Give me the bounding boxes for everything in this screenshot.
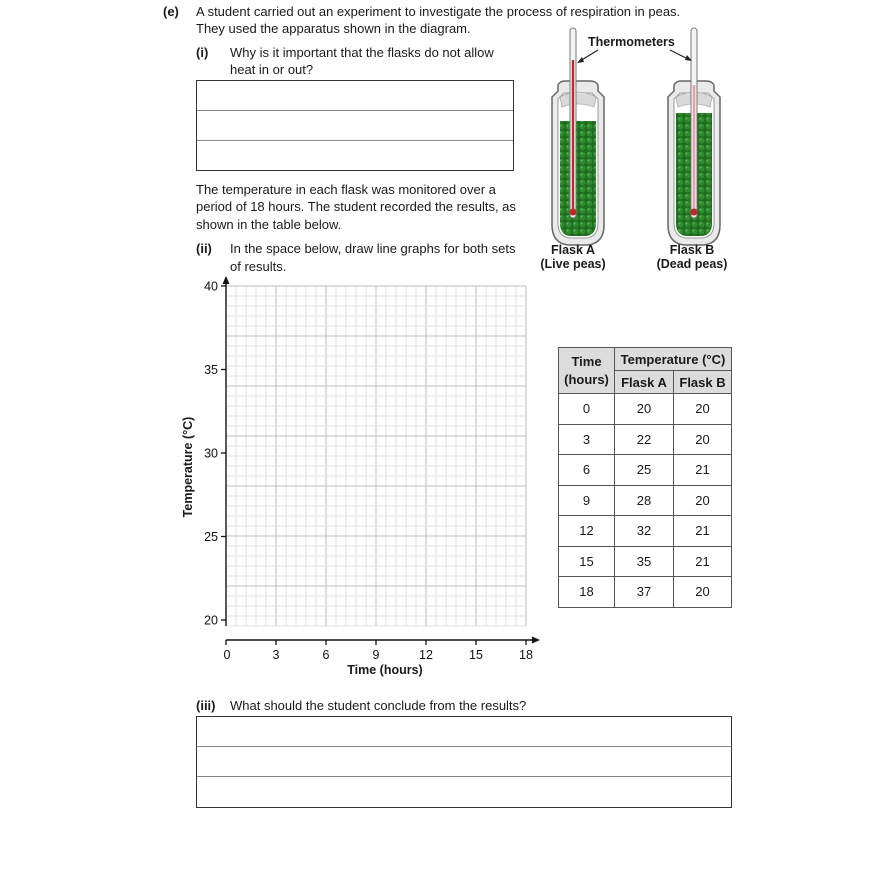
time-cell: 3	[559, 424, 615, 455]
y-tick-label: 30	[204, 446, 218, 461]
results-table	[558, 347, 732, 608]
flask-b-cell: 21	[674, 546, 732, 577]
answer-box-iii[interactable]	[196, 716, 732, 808]
graph-y-label: Temperature (°C)	[181, 416, 195, 518]
table-row	[559, 546, 732, 577]
x-tick-label: 9	[372, 648, 380, 662]
flask-b-cell: 21	[674, 455, 732, 486]
thermometers-label: Thermometers	[588, 35, 675, 49]
time-cell: 6	[559, 455, 615, 486]
time-cell: 12	[559, 516, 615, 547]
y-tick-label: 40	[204, 279, 218, 294]
flask-b-cell: 20	[674, 577, 732, 608]
paragraph-line-3: shown in the table below.	[196, 217, 342, 232]
flask-b-drawing	[668, 28, 720, 245]
table-row	[559, 455, 732, 486]
intro-line-1: A student carried out an experiment to investigate the process of respiration in peas.	[196, 4, 681, 19]
flask-b-header: Flask B	[674, 371, 732, 394]
paragraph-line-1: The temperature in each flask was monitored over a	[196, 182, 496, 197]
flask-a-cell: 25	[615, 455, 674, 486]
x-tick-label: 6	[322, 648, 330, 662]
y-axis-arrow-icon	[223, 276, 230, 284]
sub-i-label: (i)	[196, 45, 209, 60]
time-header	[559, 348, 615, 394]
flask-a-cell: 32	[615, 516, 674, 547]
table-row	[559, 516, 732, 547]
sub-i-line-2: heat in or out?	[230, 62, 314, 77]
x-tick-label: 0	[223, 648, 231, 662]
x-tick-label: 18	[519, 648, 533, 662]
flask-b-name: Flask B	[669, 243, 715, 257]
flask-b-caption: (Dead peas)	[656, 257, 728, 271]
table-row	[559, 577, 732, 608]
flask-b-cell: 20	[674, 394, 732, 425]
flask-b-cell: 20	[674, 485, 732, 516]
flask-a-name: Flask A	[550, 243, 595, 257]
part-label: (e)	[163, 4, 179, 19]
temperature-header: Temperature (°C)	[615, 348, 732, 371]
answer-line	[197, 140, 513, 141]
flask-a-drawing	[552, 28, 604, 245]
flask-a-cell: 22	[615, 424, 674, 455]
flask-a-header: Flask A	[615, 371, 674, 394]
graph-x-label: Time (hours)	[347, 663, 423, 677]
y-tick-label: 20	[204, 613, 218, 628]
time-cell: 18	[559, 577, 615, 608]
time-header-label: Time	[571, 353, 602, 369]
flask-a-cell: 37	[615, 577, 674, 608]
time-cell: 9	[559, 485, 615, 516]
time-header-unit: (hours)	[564, 371, 609, 387]
graph-area[interactable]	[175, 275, 550, 680]
y-tick-label: 35	[204, 363, 218, 377]
x-tick-label: 3	[272, 648, 280, 662]
apparatus-diagram	[530, 25, 750, 250]
x-axis-arrow-icon	[532, 637, 540, 644]
table-row	[559, 485, 732, 516]
x-tick-label: 15	[469, 648, 483, 662]
sub-ii-line-2: of results.	[230, 259, 287, 274]
sub-ii-label: (ii)	[196, 241, 212, 256]
answer-box-i[interactable]	[196, 80, 514, 171]
flask-b-cell: 21	[674, 516, 732, 547]
answer-line	[197, 776, 731, 777]
graph-grid	[226, 286, 526, 626]
graph-ticks	[204, 280, 533, 663]
flask-a-cell: 28	[615, 485, 674, 516]
flask-b-cell: 20	[674, 424, 732, 455]
intro-line-2: They used the apparatus shown in the diagram.	[196, 21, 471, 36]
flask-a-cell: 35	[615, 546, 674, 577]
y-tick-label: 25	[204, 530, 218, 544]
flask-a-cell: 20	[615, 394, 674, 425]
flask-a-caption: (Live peas)	[540, 257, 606, 271]
paragraph-line-2: period of 18 hours. The student recorded the results, as	[196, 199, 516, 214]
time-cell: 0	[559, 394, 615, 425]
sub-iii-label: (iii)	[196, 698, 216, 713]
sub-i-line-1: Why is it important that the flasks do not allow	[230, 45, 494, 60]
sub-ii-line-1: In the space below, draw line graphs for both sets	[230, 241, 516, 256]
sub-iii-text: What should the student conclude from the results?	[230, 698, 527, 713]
x-tick-label: 12	[419, 648, 433, 662]
table-row	[559, 424, 732, 455]
answer-line	[197, 746, 731, 747]
time-cell: 15	[559, 546, 615, 577]
answer-line	[197, 110, 513, 111]
graph-axes	[223, 276, 541, 644]
table-row	[559, 394, 732, 425]
